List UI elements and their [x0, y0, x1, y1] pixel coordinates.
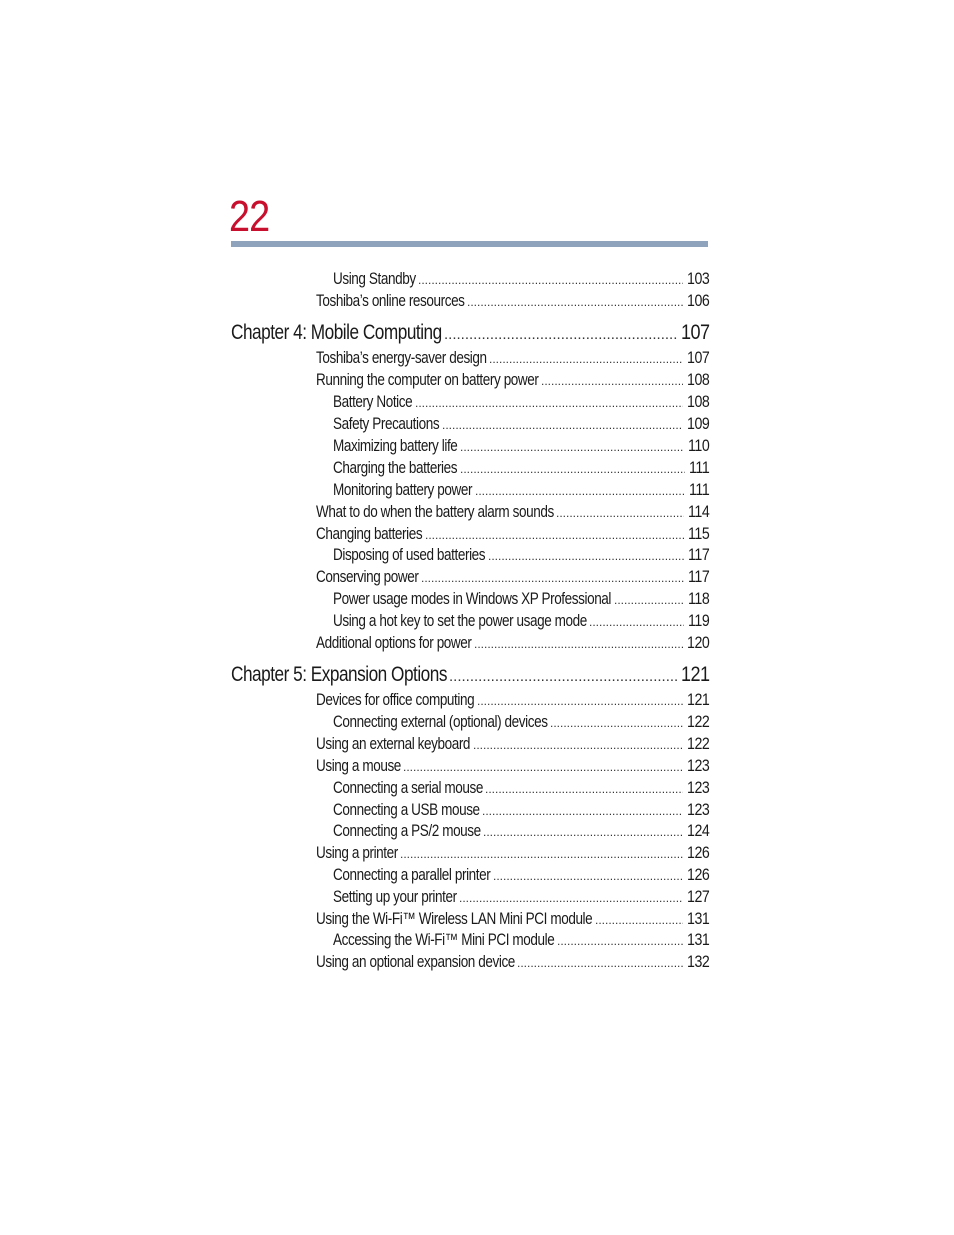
- toc-page-number: 108: [687, 371, 710, 389]
- toc-entry[interactable]: [316, 842, 710, 864]
- toc-entry[interactable]: [333, 588, 710, 610]
- toc-entry-title: Changing batteries: [316, 525, 423, 543]
- toc-entry-title: Setting up your printer: [333, 888, 457, 906]
- toc-entry[interactable]: [316, 369, 710, 391]
- toc-entry-title: Charging the batteries: [333, 459, 458, 477]
- toc-page-number: 117: [688, 568, 710, 586]
- toc-entry[interactable]: [333, 711, 710, 733]
- toc-entry-title: Connecting a parallel printer: [333, 866, 491, 884]
- toc-entry-title: Using an optional expansion device: [316, 953, 515, 971]
- toc-entry[interactable]: [316, 755, 710, 777]
- toc-dot-leader: [489, 348, 683, 370]
- toc-entry-title: What to do when the battery alarm sounds: [316, 503, 554, 521]
- toc-entry[interactable]: [333, 479, 710, 501]
- toc-entry-title: Using a printer: [316, 844, 398, 862]
- toc-entry-title: Connecting a PS/2 mouse: [333, 822, 481, 840]
- toc-page-number: 117: [688, 546, 710, 564]
- toc-page-number: 122: [687, 713, 710, 731]
- toc-entry-title: Battery Notice: [333, 393, 413, 411]
- header-rule: [231, 241, 708, 247]
- page-number: 22: [229, 192, 270, 241]
- toc-dot-leader: [467, 291, 683, 313]
- toc-page-number: 126: [687, 866, 710, 884]
- toc-page-number: 120: [687, 634, 710, 652]
- toc-entry[interactable]: [316, 347, 710, 369]
- toc-entry-title: Maximizing battery life: [333, 437, 458, 455]
- toc-entry[interactable]: [316, 523, 710, 545]
- toc-entry[interactable]: [333, 413, 710, 435]
- toc-page-number: 110: [688, 437, 710, 455]
- toc-entry[interactable]: [316, 951, 710, 973]
- toc-entry-title: Using a mouse: [316, 757, 401, 775]
- toc-page-number: 106: [687, 292, 710, 310]
- toc-dot-leader: [425, 524, 684, 546]
- toc-entry-title: Running the computer on battery power: [316, 371, 539, 389]
- toc-page-number: 122: [687, 735, 710, 753]
- toc-entry-title: Connecting external (optional) devices: [333, 713, 548, 731]
- toc-entry[interactable]: [316, 733, 710, 755]
- toc-dot-leader: [485, 778, 683, 800]
- toc-entry[interactable]: [316, 566, 710, 588]
- toc-page-number: 109: [687, 415, 710, 433]
- toc-page-number: 111: [689, 481, 710, 499]
- toc-dot-leader: [541, 370, 683, 392]
- toc-page-number: 118: [688, 590, 710, 608]
- toc-entry[interactable]: [333, 886, 710, 908]
- toc-page-number: 103: [687, 270, 710, 288]
- toc-page-number: 115: [688, 525, 710, 543]
- toc-dot-leader: [483, 821, 683, 843]
- toc-dot-leader: [418, 269, 683, 291]
- toc-entry[interactable]: [333, 457, 710, 479]
- toc-dot-leader: [517, 952, 683, 974]
- toc-entry-title: Conserving power: [316, 568, 419, 586]
- toc-chapter-entry[interactable]: [231, 662, 710, 688]
- toc-entry[interactable]: [316, 501, 710, 523]
- toc-dot-leader: [442, 414, 683, 436]
- toc-dot-leader: [482, 800, 683, 822]
- toc-entry-title: Toshiba’s energy-saver design: [316, 349, 487, 367]
- toc-page-number: 131: [687, 910, 710, 928]
- toc-entry[interactable]: [333, 799, 710, 821]
- toc-dot-leader: [474, 633, 683, 655]
- toc-dot-leader: [488, 545, 684, 567]
- toc-entry-title: Safety Precautions: [333, 415, 440, 433]
- toc-dot-leader: [415, 392, 683, 414]
- toc-entry-title: Additional options for power: [316, 634, 472, 652]
- toc-page-number: 119: [688, 612, 710, 630]
- toc-entry-title: Disposing of used batteries: [333, 546, 486, 564]
- toc-entry-title: Using the Wi-Fi™ Wireless LAN Mini PCI module: [316, 910, 593, 928]
- toc-dot-leader: [400, 843, 683, 865]
- toc-entry-title: Monitoring battery power: [333, 481, 473, 499]
- toc-entry[interactable]: [333, 864, 710, 886]
- toc-entry[interactable]: [333, 268, 710, 290]
- toc-dot-leader: [550, 712, 683, 734]
- toc-page-number: 114: [688, 503, 710, 521]
- toc-dot-leader: [449, 664, 677, 690]
- toc-dot-leader: [589, 611, 684, 633]
- toc-dot-leader: [595, 909, 683, 931]
- toc-entry[interactable]: [316, 290, 710, 312]
- toc-entry[interactable]: [333, 777, 710, 799]
- toc-dot-leader: [444, 322, 677, 348]
- toc-page-number: 107: [681, 321, 710, 344]
- toc-page-number: 124: [687, 822, 710, 840]
- toc-entry[interactable]: [316, 689, 710, 711]
- toc-dot-leader: [475, 480, 685, 502]
- toc-dot-leader: [473, 734, 683, 756]
- toc-page-number: 132: [687, 953, 710, 971]
- toc-page-number: 123: [687, 779, 710, 797]
- toc-dot-leader: [421, 567, 684, 589]
- toc-entry[interactable]: [316, 632, 710, 654]
- toc-page-number: 127: [687, 888, 710, 906]
- toc-dot-leader: [493, 865, 683, 887]
- toc-page-number: 126: [687, 844, 710, 862]
- toc-dot-leader: [459, 887, 683, 909]
- toc-page-number: 121: [681, 663, 710, 686]
- toc-entry-title: Connecting a serial mouse: [333, 779, 483, 797]
- toc-page-number: 107: [687, 349, 710, 367]
- toc-dot-leader: [557, 930, 683, 952]
- toc-page-number: 131: [687, 931, 710, 949]
- toc-entry-title: Toshiba’s online resources: [316, 292, 465, 310]
- toc-entry-title: Devices for office computing: [316, 691, 475, 709]
- toc-dot-leader: [460, 458, 685, 480]
- toc-dot-leader: [403, 756, 683, 778]
- toc-page-number: 123: [687, 757, 710, 775]
- toc-entry[interactable]: [316, 908, 710, 930]
- toc-entry[interactable]: [333, 820, 710, 842]
- toc-entry-title: Power usage modes in Windows XP Professional: [333, 590, 612, 608]
- toc-chapter-entry[interactable]: [231, 320, 710, 346]
- toc-page-number: 123: [687, 801, 710, 819]
- toc-entry[interactable]: [333, 929, 710, 951]
- toc-entry-title: Using Standby: [333, 270, 416, 288]
- toc-entry-title: Using a hot key to set the power usage mode: [333, 612, 587, 630]
- toc-entry-title: Chapter 5: Expansion Options: [231, 663, 447, 686]
- toc-entry-title: Accessing the Wi-Fi™ Mini PCI module: [333, 931, 555, 949]
- toc-entry[interactable]: [333, 610, 710, 632]
- toc-dot-leader: [556, 502, 684, 524]
- toc-entry[interactable]: [333, 544, 710, 566]
- toc-entry[interactable]: [333, 435, 710, 457]
- toc-dot-leader: [614, 589, 684, 611]
- toc-page-number: 121: [687, 691, 710, 709]
- toc-entry-title: Using an external keyboard: [316, 735, 471, 753]
- toc-entry-title: Chapter 4: Mobile Computing: [231, 321, 442, 344]
- toc-page-number: 108: [687, 393, 710, 411]
- toc-entry-title: Connecting a USB mouse: [333, 801, 480, 819]
- toc-entry[interactable]: [333, 391, 710, 413]
- toc-page-number: 111: [689, 459, 710, 477]
- toc-dot-leader: [460, 436, 684, 458]
- toc-dot-leader: [477, 690, 683, 712]
